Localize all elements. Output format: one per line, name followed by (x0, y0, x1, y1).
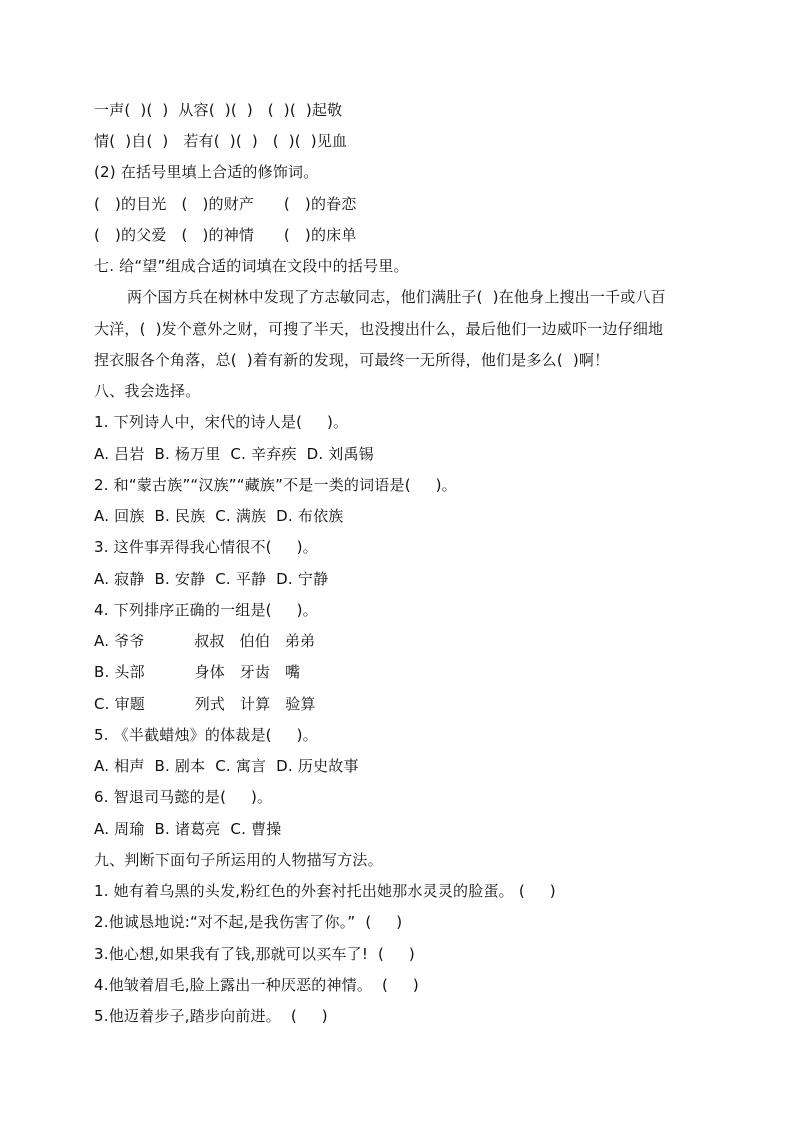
modifier-row-2: ( )的父爱 ( )的神情 ( )的床单 (94, 226, 357, 244)
idiom-row-1: 一声( )( ) 从容( )( ) ( )( )起敬 (94, 101, 343, 119)
question-2: 2. 和“蒙古族”“汉族”“藏族”不是一类的词语是( )。 (94, 476, 457, 494)
section-8-heading: 八、我会选择。 (94, 382, 201, 400)
section-7-heading: 七. 给“望”组成合适的词填在文段中的括号里。 (94, 257, 409, 275)
question-4: 4. 下列排序正确的一组是( )。 (94, 601, 318, 619)
question-5-options: A. 相声 B. 剧本 C. 寓言 D. 历史故事 (94, 757, 359, 775)
judgement-5: 5.他迈着步子,踏步向前进。 ( ) (94, 1007, 328, 1025)
question-2-options: A. 回族 B. 民族 C. 满族 D. 布依族 (94, 507, 344, 525)
idiom-row-2: 情( )自( ) 若有( )( ) ( )( )见血 (94, 132, 348, 150)
question-6-options: A. 周瑜 B. 诸葛亮 C. 曹操 (94, 820, 282, 838)
section-9-heading: 九、判断下面句子所运用的人物描写方法。 (94, 851, 383, 869)
question-4-option-c: C. 审题 列式 计算 验算 (94, 695, 316, 713)
question-3: 3. 这件事弄得我心情很不( )。 (94, 538, 318, 556)
judgement-2: 2.他诚恳地说:“对不起,是我伤害了你。” ( ) (94, 913, 403, 931)
judgement-4: 4.他皱着眉毛,脸上露出一种厌恶的神情。 ( ) (94, 976, 419, 994)
question-4-option-a: A. 爷爷 叔叔 伯伯 弟弟 (94, 632, 316, 650)
passage-line-1: 两个国方兵在树林中发现了方志敏同志，他们满肚子( )在他身上搜出一千或八百 (127, 288, 666, 306)
judgement-3: 3.他心想,如果我有了钱,那就可以买车了! ( ) (94, 945, 415, 963)
question-1-options: A. 吕岩 B. 杨万里 C. 辛弃疾 D. 刘禹锡 (94, 445, 374, 463)
passage-line-2: 大洋，( )发个意外之财，可搜了半天，也没搜出什么，最后他们一边威吓一边仔细地 (94, 320, 664, 338)
sub-question-2: (2) 在括号里填上合适的修饰词。 (94, 163, 319, 181)
judgement-1: 1. 她有着乌黑的头发,粉红色的外套衬托出她那水灵灵的脸蛋。 ( ) (94, 882, 556, 900)
question-4-option-b: B. 头部 身体 牙齿 嘴 (94, 663, 301, 681)
question-5: 5. 《半截蜡烛》的体裁是( )。 (94, 726, 318, 744)
question-1: 1. 下列诗人中，宋代的诗人是( )。 (94, 413, 349, 431)
question-6: 6. 智退司马懿的是( )。 (94, 788, 273, 806)
question-3-options: A. 寂静 B. 安静 C. 平静 D. 宁静 (94, 570, 329, 588)
modifier-row-1: ( )的目光 ( )的财产 ( )的眷恋 (94, 195, 357, 213)
passage-line-3: 捏衣服各个角落，总( )着有新的发现，可最终一无所得，他们是多么( )啊！ (94, 351, 610, 369)
